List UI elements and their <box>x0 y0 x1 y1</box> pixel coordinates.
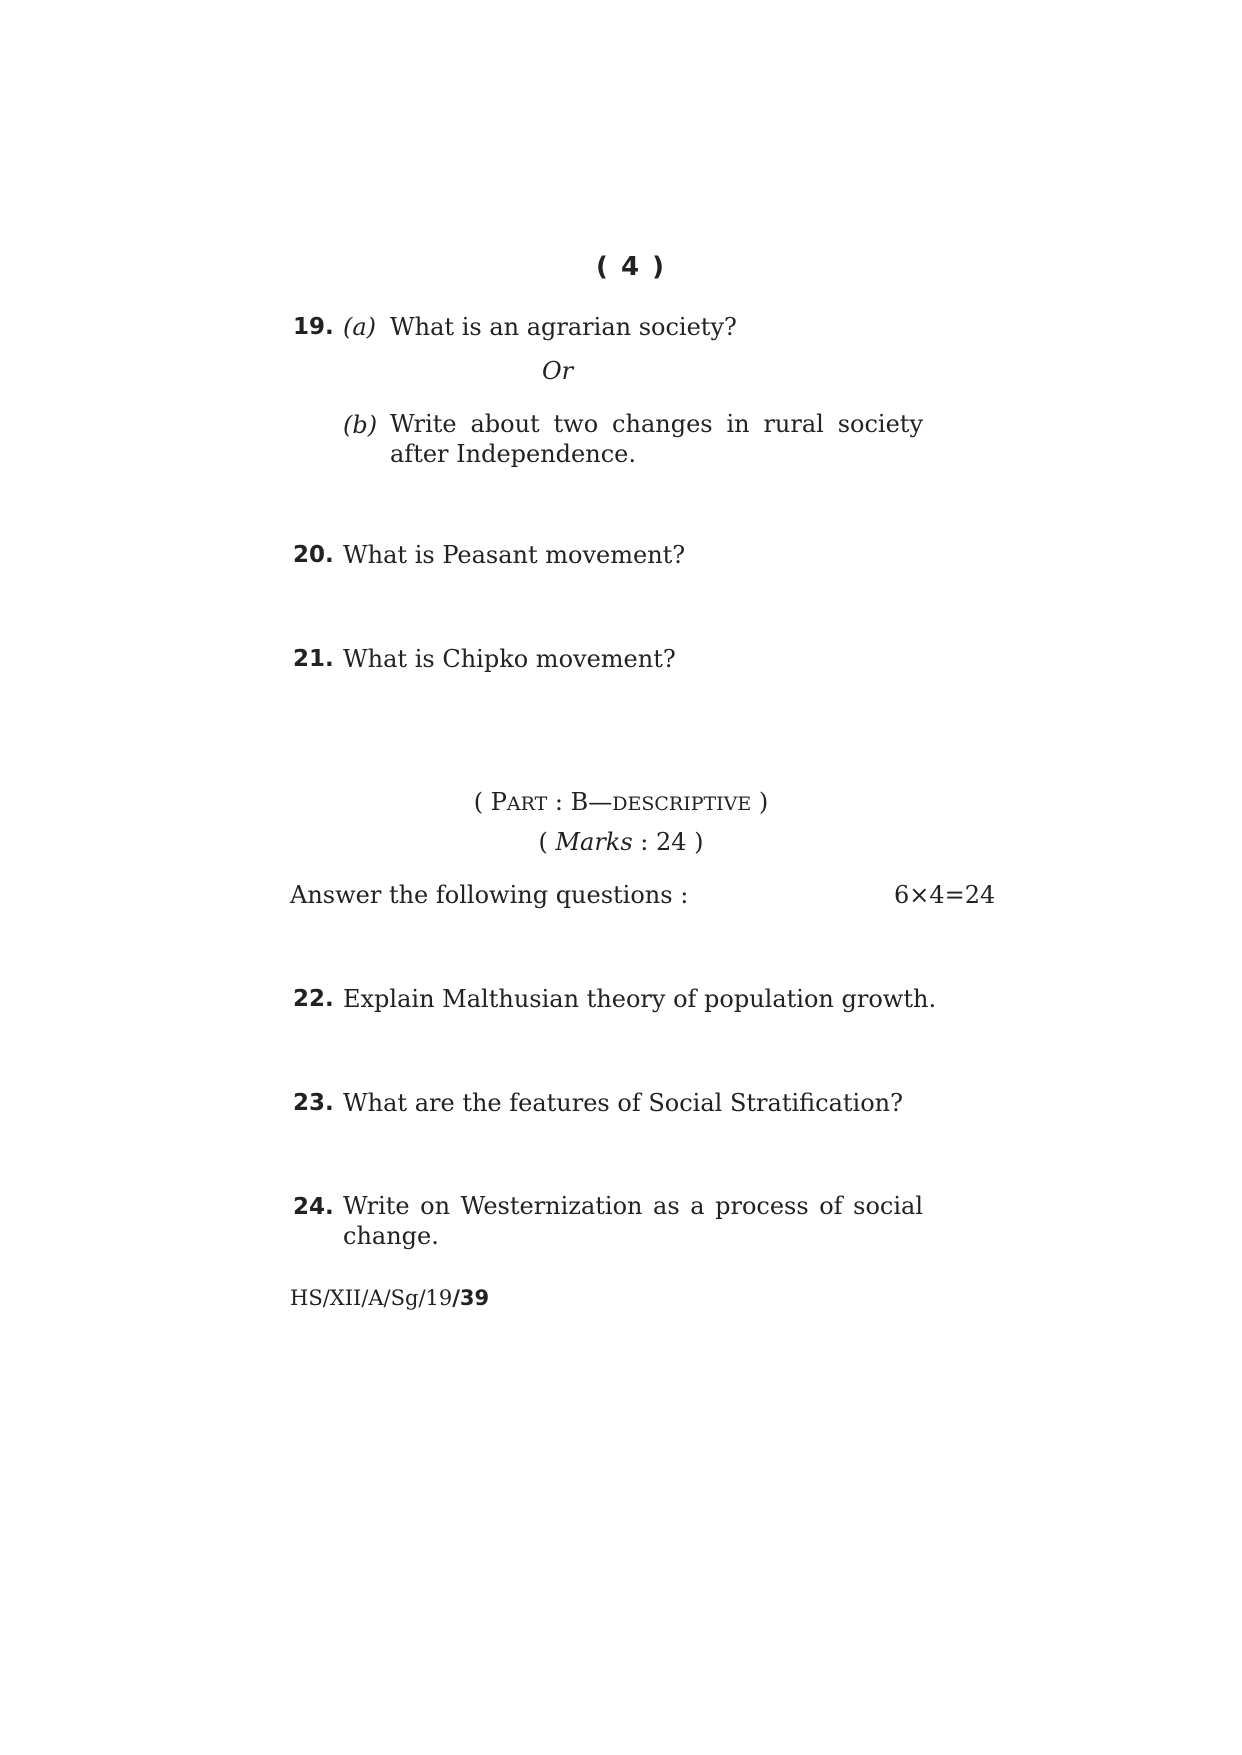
part-b-instruction: Answer the following questions : <box>290 881 689 909</box>
question-19-number: 19. <box>293 314 334 340</box>
question-21-text: What is Chipko movement? <box>343 645 676 673</box>
question-19a-text: What is an agrarian society? <box>390 313 737 341</box>
part-b-marks-formula: 6×4=24 <box>894 881 996 909</box>
part-b-heading: ( PART : B—DESCRIPTIVE ) <box>473 788 769 816</box>
question-21-number: 21. <box>293 646 334 672</box>
paper-code: HS/XII/A/Sg/19/39 <box>290 1286 490 1310</box>
question-22-text: Explain Malthusian theory of population growth. <box>343 985 937 1013</box>
question-20-text: What is Peasant movement? <box>343 541 686 569</box>
question-23-text: What are the features of Social Stratification? <box>343 1089 903 1117</box>
question-19a-label: (a) <box>343 313 377 341</box>
question-23-number: 23. <box>293 1090 334 1116</box>
or-separator: Or <box>542 357 574 385</box>
question-24-text: Write on Westernization as a process of social change. <box>343 1192 923 1250</box>
question-24-number: 24. <box>293 1194 334 1220</box>
question-19b-label: (b) <box>343 411 378 439</box>
question-20-number: 20. <box>293 542 334 568</box>
question-19b-text: Write about two changes in rural society after Independence. <box>390 410 923 468</box>
part-b-marks: ( Marks : 24 ) <box>538 828 704 856</box>
page-number: ( 4 ) <box>596 252 666 282</box>
question-22-number: 22. <box>293 986 334 1012</box>
